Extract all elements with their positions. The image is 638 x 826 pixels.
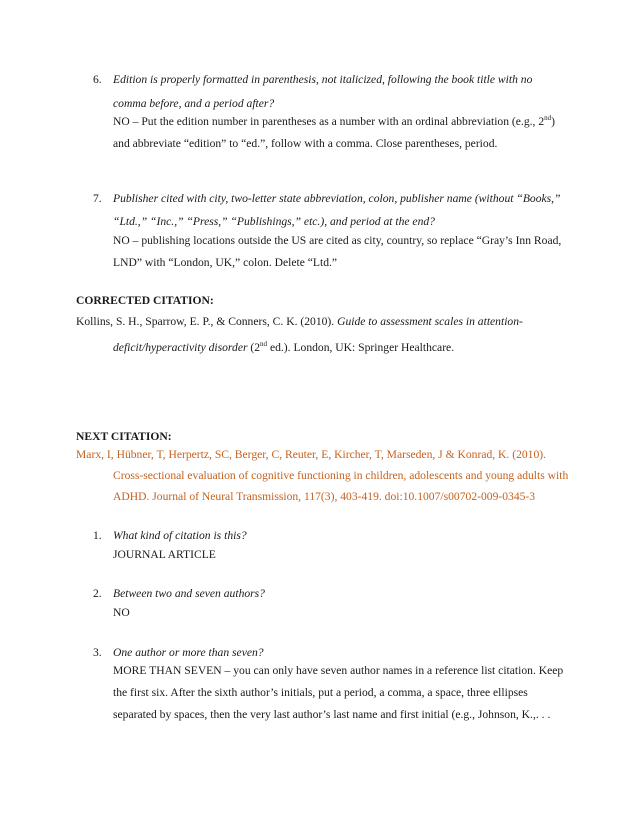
corrected-citation-heading: CORRECTED CITATION: bbox=[76, 294, 214, 307]
corrected-authors: Kollins, S. H., Sparrow, E. P., & Conners, C. K. (2010). bbox=[76, 315, 338, 328]
item7-question-line2: “Ltd.,” “Inc.,” “Press,” “Publishings,” etc.), and period at the end? bbox=[113, 215, 435, 228]
item6-answer-line1 bbox=[113, 115, 555, 129]
item6-answer-close: ) bbox=[551, 115, 555, 128]
item6-question-line1: Edition is properly formatted in parenthesis, not italicized, following the book title with no bbox=[113, 73, 533, 86]
corrected-citation-line2 bbox=[113, 341, 454, 355]
q2-answer: NO bbox=[113, 606, 130, 619]
item6-answer-text: NO – Put the edition number in parentheses as a number with an ordinal abbreviation (e.g., 2 bbox=[113, 115, 545, 128]
q3-answer-line1: MORE THAN SEVEN – you can only have seven author names in a reference list citation. Keep bbox=[113, 664, 564, 677]
ordinal-superscript: nd bbox=[544, 114, 552, 123]
question-number-1: 1. bbox=[93, 529, 102, 542]
corrected-edition-open: (2 bbox=[247, 341, 261, 354]
next-citation-heading: NEXT CITATION: bbox=[76, 430, 172, 443]
item-number-7: 7. bbox=[93, 192, 102, 205]
q1-answer: JOURNAL ARTICLE bbox=[113, 548, 216, 561]
next-citation-line1: Marx, I, Hübner, T, Herpertz, SC, Berger, C, Reuter, E, Kircher, T, Marseden, J & Konrad, K. (2010). bbox=[76, 448, 547, 461]
corrected-publisher: ed.). London, UK: Springer Healthcare. bbox=[267, 341, 455, 354]
corrected-citation-line1 bbox=[76, 315, 523, 329]
item7-answer-line2: LND” with “London, UK,” colon. Delete “Ltd.” bbox=[113, 256, 338, 269]
corrected-title-part2: deficit/hyperactivity disorder bbox=[113, 341, 248, 354]
item-number-6: 6. bbox=[93, 73, 102, 86]
question-number-2: 2. bbox=[93, 587, 102, 600]
next-citation-line2: Cross-sectional evaluation of cognitive functioning in children, adolescents and young adults with bbox=[113, 469, 569, 482]
item7-question-line1: Publisher cited with city, two-letter state abbreviation, colon, publisher name (without “Books,” bbox=[113, 192, 561, 205]
corrected-title-part1: Guide to assessment scales in attention- bbox=[337, 315, 523, 328]
item6-question-line2: comma before, and a period after? bbox=[113, 97, 275, 110]
q3-question: One author or more than seven? bbox=[113, 646, 264, 659]
item6-answer-line2: and abbreviate “edition” to “ed.”, follow with a comma. Close parentheses, period. bbox=[113, 137, 498, 150]
q2-question: Between two and seven authors? bbox=[113, 587, 265, 600]
next-citation-line3: ADHD. Journal of Neural Transmission, 117(3), 403-419. doi:10.1007/s00702-009-0345-3 bbox=[113, 490, 536, 503]
q3-answer-line3: separated by spaces, then the very last author’s last name and first initial (e.g., Johnson, K.,. . . bbox=[113, 708, 551, 721]
item7-answer-line1: NO – publishing locations outside the US are cited as city, country, so replace “Gray’s Inn Road, bbox=[113, 234, 562, 247]
q3-answer-line2: the first six. After the sixth author’s initials, put a period, a comma, a space, three ellipses bbox=[113, 686, 528, 699]
edition-superscript: nd bbox=[260, 340, 268, 349]
q1-question: What kind of citation is this? bbox=[113, 529, 247, 542]
question-number-3: 3. bbox=[93, 646, 102, 659]
